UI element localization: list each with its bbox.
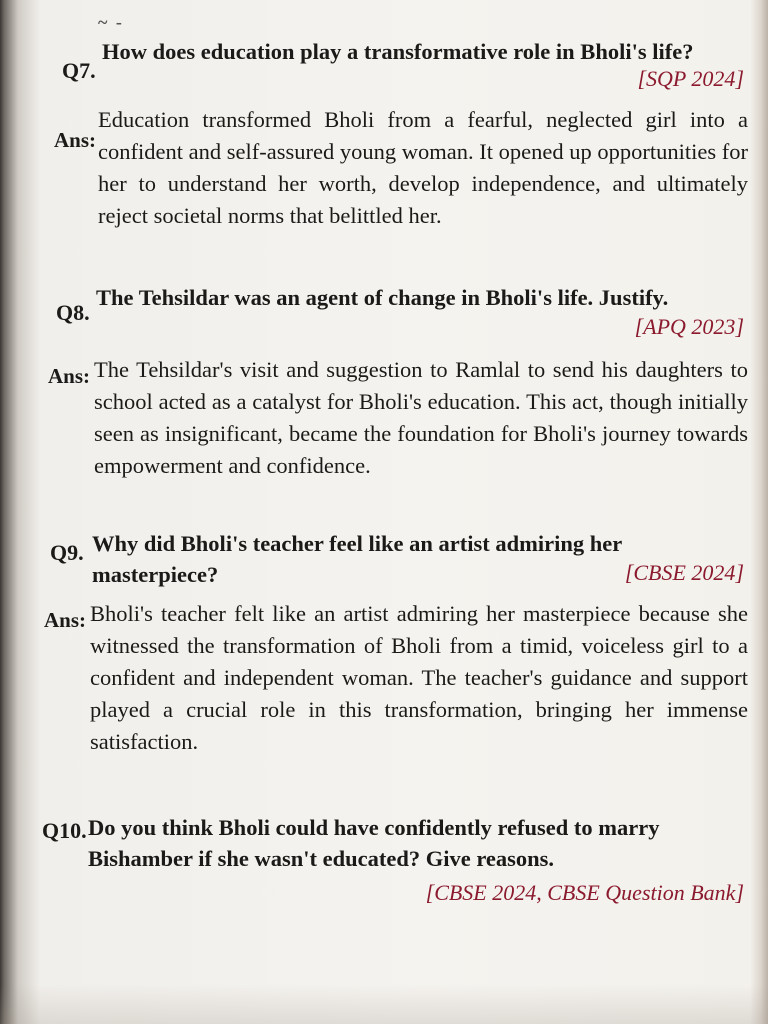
question-text: Do you think Bholi could have confidently refused to marry Bishamber if she wasn't educated? Give reasons. [88,815,660,871]
answer-label: Ans: [54,128,97,152]
question-source: [APQ 2023] [634,314,744,339]
answer-text: Bholi's teacher felt like an artist admiring her masterpiece because she witnessed the transformation of Bholi from a timid, voiceless girl to a confident and independent woman. The teacher's guidance and support played a crucial role in this transformation, bringing her immense satisfaction. [90,601,748,754]
question-text: The Tehsildar was an agent of change in Bholi's life. Justify. [96,285,669,310]
question-number: Q8. [56,300,90,325]
source-label: APQ 2023 [643,314,736,339]
source-label: CBSE 2024, CBSE Question Bank [434,880,736,905]
page-bottom-shadow [0,984,768,1024]
page-edge-shadow [750,0,768,1024]
answer-text: The Tehsildar's visit and suggestion to Ramlal to send his daughters to school acted as a catalyst for Bholi's education. This act, though initially seen as insignificant, became the foundation for Bholi's journey towards empowerment and confidence. [94,357,748,478]
answer-label: Ans: [48,364,91,388]
question-source: [CBSE 2024, CBSE Question Bank] [425,880,744,905]
question-source: [SQP 2024] [637,66,744,91]
question-number: Q9. [50,540,84,565]
answer-label: Ans: [44,608,87,632]
header-fragment: ~ - [98,12,124,32]
source-label: CBSE 2024 [633,560,736,585]
question-text: How does education play a transformative role in Bholi's life? [102,39,694,64]
question-text: Why did Bholi's teacher feel like an artist admiring her masterpiece? [92,531,622,587]
source-label: SQP 2024 [646,66,736,91]
question-number: Q10. [42,818,87,843]
question-source: [CBSE 2024] [624,560,744,585]
answer-text: Education transformed Bholi from a fearful, neglected girl into a confident and self-assured young woman. It opened up opportunities for her to understand her worth, develop independence, and ultimately reject societal norms that belittled her. [98,107,748,228]
question-number: Q7. [62,58,96,83]
